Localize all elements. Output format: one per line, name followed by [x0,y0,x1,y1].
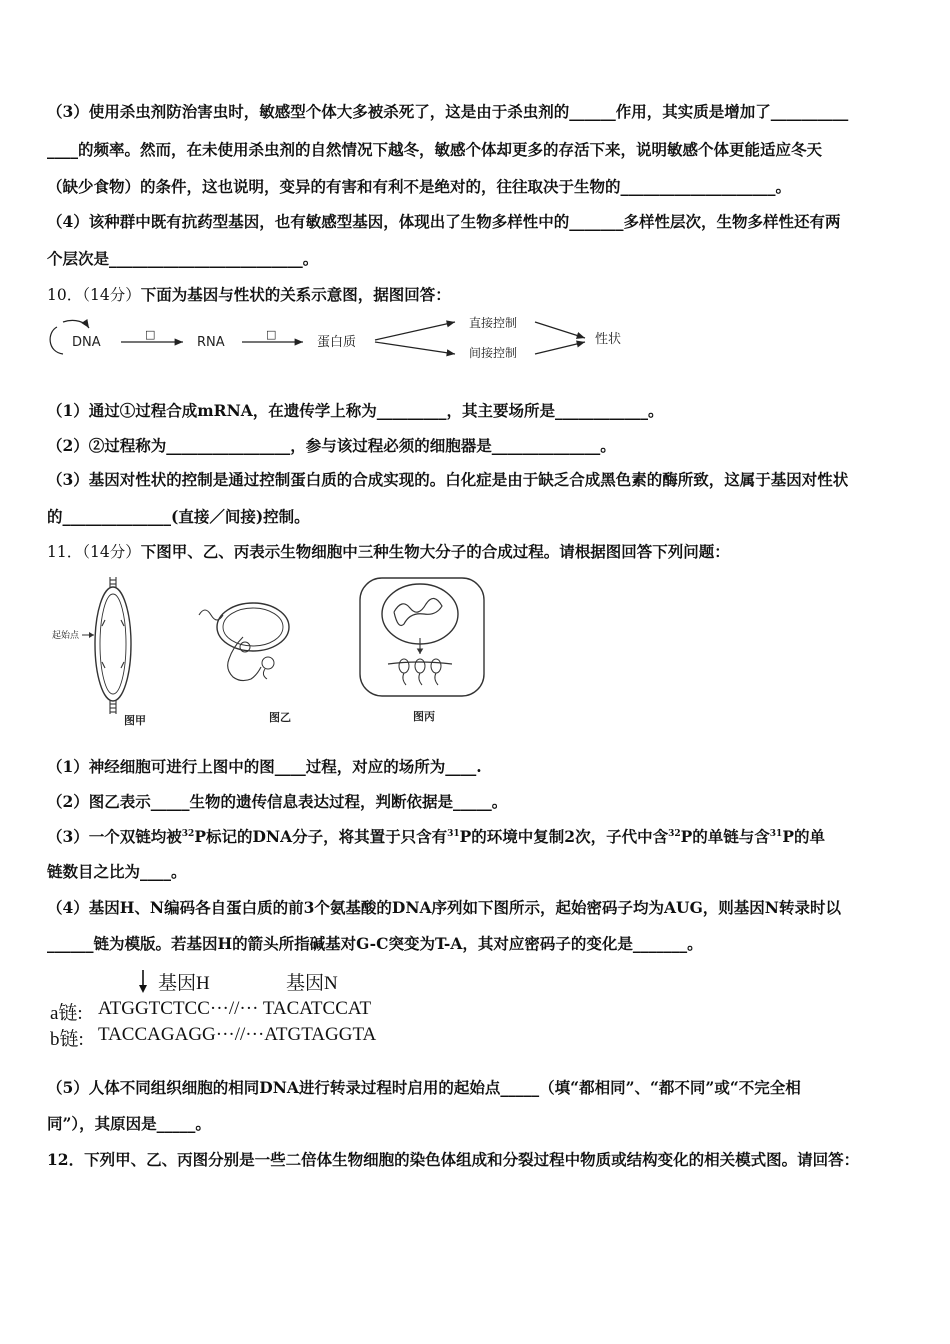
q10-part3-line2: 的______________(直接／间接)控制。 [47,507,310,526]
cell-membrane [360,578,484,696]
q9-part4-line2: 个层次是_________________________。 [47,249,319,268]
figure-jia [50,572,170,732]
q11-part3-seg3: P的环境中复制2次，子代中含 [459,827,669,846]
isotope-32-sup-2: 32 [668,828,681,839]
isotope-31-sup: 31 [447,828,460,839]
q9-part4-line1: （4）该种群中既有抗药型基因，也有敏感型基因，体现出了生物多样性中的_______多样性层次，生物多样性还有两 [47,212,841,231]
q11-part5-line2: 同”），其原因是_____。 [47,1114,211,1133]
q11-part3-seg4: P的单链与含 [680,827,770,846]
q10-number: 10．（14分） [47,286,141,304]
q9-part3-line3: （缺少食物）的条件，这也说明，变异的有害和有利不是绝对的，往往取决于生物的____________________。 [47,177,792,196]
q11-part4-line1: （4）基因H、N编码各自蛋白质的前3个氨基酸的DNA序列如下图所示，起始密码子均为AUG，则基因N转录时以 [47,898,841,917]
gene-trait-diagram [45,312,645,368]
q11-part2: （2）图乙表示_____生物的遗传信息表达过程，判断依据是_____。 [47,792,508,811]
diagram-trait-label: 性状 [595,332,622,347]
q10-stem-text: 下面为基因与性状的关系示意图，据图回答： [140,285,451,304]
q11-stem [47,542,910,562]
isotope-31-sup-2: 31 [769,828,783,839]
diagram-rna-label: RNA [197,335,225,350]
strand-a-sequence: ATGGTCTCC···//··· TACATCCAT [98,998,372,1019]
q11-stem-text: 下图甲、乙、丙表示生物细胞中三种生物大分子的合成过程。请根据图回答下列问题： [140,542,730,561]
down-arrow-icon [138,970,148,994]
q11-part5-line1: （5）人体不同组织细胞的相同DNA进行转录过程时启用的起始点_____（填“都相同”、“都不同”或“不完全相 [47,1078,801,1097]
q9-part3-line1: （3）使用杀虫剂防治害虫时，敏感型个体大多被杀死了，这是由于杀虫剂的______作用，其实质是增加了__________ [47,102,849,121]
diagram-dna-label: DNA [72,335,101,350]
origin-label: 起始点 [52,631,80,641]
circular-dna [217,603,289,651]
q11-part1: （1）神经细胞可进行上图中的图____过程，对应的场所为____. [47,757,482,776]
figure-yi [195,585,305,730]
q11-part4-line2: ______链为模版。若基因H的箭头所指碱基对G-C突变为T-A，其对应密码子的变化是_______。 [47,934,703,953]
q10-part3-line1: （3）基因对性状的控制是通过控制蛋白质的合成实现的。白化症是由于缺乏合成黑色素的酶所致，这属于基因对性状 [47,470,849,489]
figure-jia-caption: 图甲 [124,714,146,727]
diagram-step2-label: □ [266,328,277,341]
q11-part3-seg1: （3）一个双链均被 [47,827,182,846]
strand-b-label: b链: [50,1029,84,1050]
ribosome [262,657,274,669]
q11-part3-seg2: P标记的DNA分子，将其置于只含有 [194,827,448,846]
figure-bing [358,576,488,726]
diagram-direct-label: 直接控制 [469,316,518,330]
replication-loop-arrow [50,327,63,354]
gene-sequence-figure [50,968,390,1050]
q10-part2: （2）②过程称为________________，参与该过程必须的细胞器是______________。 [47,436,616,455]
gene-h-label: 基因H [158,973,210,994]
q11-part3-line1 [47,827,910,847]
figure-bing-caption: 图丙 [413,710,435,723]
strand-b-sequence: TACCAGAGG···//···ATGTAGGTA [98,1024,377,1045]
q9-part3-line2: ____的频率。然而，在未使用杀虫剂的自然情况下越冬，敏感个体却更多的存活下来，说明敏感个体更能适应冬天 [47,140,823,159]
isotope-32-sup: 32 [181,828,195,839]
mrna-strand [228,637,261,681]
strand-a-label: a链: [50,1003,83,1024]
q11-part3-line2: 链数目之比为____。 [47,862,187,881]
q12-stem: 12．下列甲、乙、丙图分别是一些二倍体生物细胞的染色体组成和分裂过程中物质或结构变化的相关模式图。请回答： [47,1150,860,1169]
q11-number: 11．（14分） [47,543,141,561]
diagram-step1-label: □ [145,328,156,341]
diagram-protein-label: 蛋白质 [317,335,357,350]
gene-n-label: 基因N [286,973,338,994]
q10-part1: （1）通过①过程合成mRNA，在遗传学上称为_________，其主要场所是____________。 [47,401,664,420]
diagram-indirect-label: 间接控制 [469,346,518,360]
q10-stem [47,285,910,305]
q11-part3-seg5: P的单 [782,827,825,846]
figure-yi-caption: 图乙 [269,711,291,724]
